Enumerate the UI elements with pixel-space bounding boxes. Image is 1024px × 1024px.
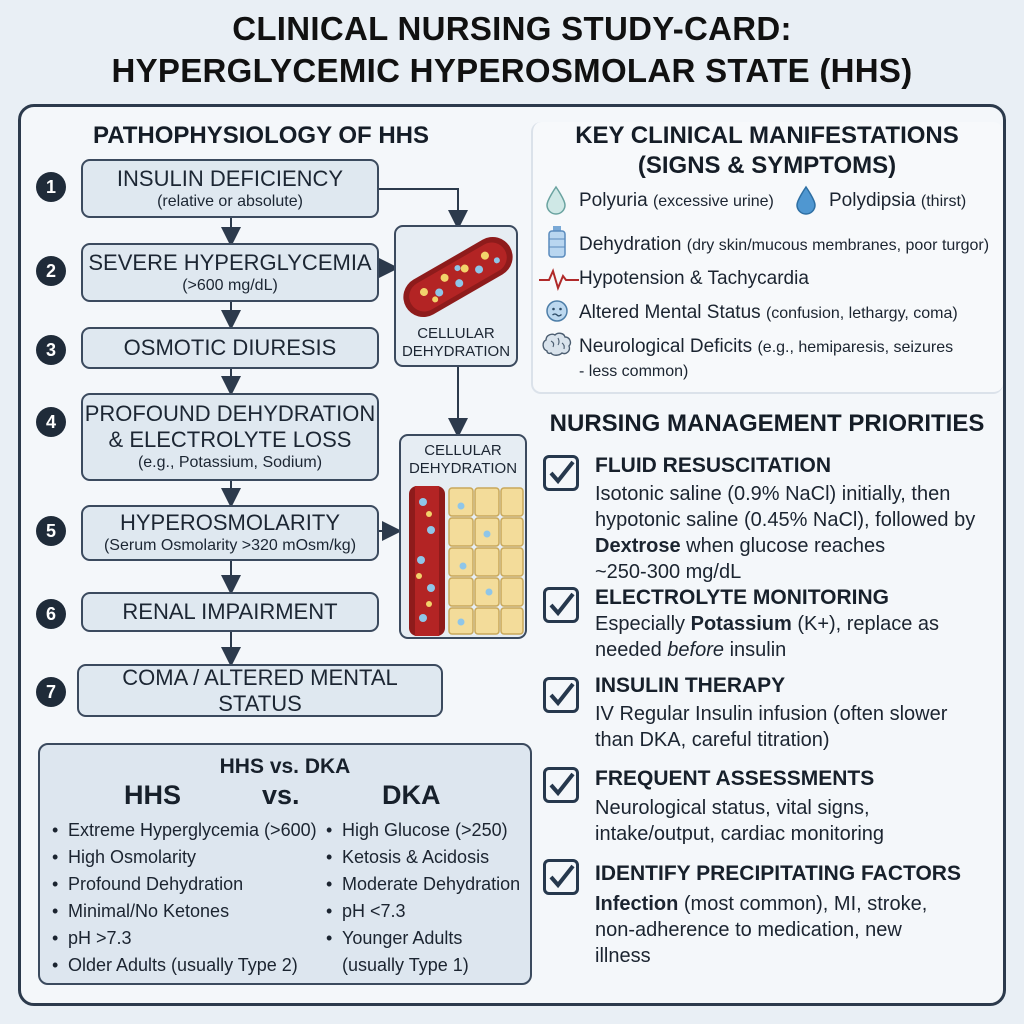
manifestation-hypotension: Hypotension & Tachycardia [579,268,809,289]
management-insulin-title: INSULIN THERAPY [595,674,786,697]
title-line-2: HYPERGLYCEMIC HYPEROSMOLAR STATE (HHS) [111,52,913,89]
step-label: INSULIN DEFICIENCY [116,165,344,191]
droplet-icon [545,185,567,215]
management-fluid-body: Isotonic saline (0.9% NaCl) initially, then hypotonic saline (0.45% NaCl), followed by Dextrose when glucose reaches ~250-300 mg/dL [595,483,976,583]
title-line-1: CLINICAL NURSING STUDY-CARD: [232,10,792,47]
step-number-7: 7 [36,677,66,707]
step-label: PROFOUND DEHYDRATION [84,401,376,426]
list-item: • Older Adults (usually Type 2) [52,952,317,979]
illustration-label-line-2: DEHYDRATION [401,343,511,360]
management-assessments-body: Neurological status, vital signs, intake/output, cardiac monitoring [595,797,885,845]
illustration-label-line-1: CELLULAR [417,325,495,342]
management-insulin-body: IV Regular Insulin infusion (often slower than DKA, careful titration) [595,703,948,751]
blood-vessel-icon [396,229,518,321]
checkbox-icon [543,677,579,713]
step-label: SEVERE HYPERGLYCEMIA [88,249,372,275]
pathophysiology-heading: PATHOPHYSIOLOGY OF HHS [92,122,430,149]
step-label-line-2: & ELECTROLYTE LOSS [108,427,352,452]
management-fluid-title: FLUID RESUSCITATION [595,454,832,477]
manifestation-neurological-deficits-note: - less common) [579,363,689,380]
list-item: • High Osmolarity [52,844,317,871]
comparison-dka-heading: DKA [382,780,441,810]
cells-icon [401,482,527,639]
heartbeat-icon [539,267,579,291]
comparison-hhs-heading: HHS [124,780,182,810]
manifestation-polydipsia: Polydipsia (thirst) [829,190,967,211]
dka-features-list [326,817,520,979]
checkbox-icon [543,767,579,803]
list-item: • Moderate Dehydration [326,871,520,898]
step-label: HYPEROSMOLARITY [119,510,341,535]
step-detail: (>600 mg/dL) [182,276,278,294]
step-label: OSMOTIC DIURESIS [123,335,337,360]
management-heading: NURSING MANAGEMENT PRIORITIES [549,410,985,437]
water-drop-icon [795,185,817,215]
list-item: (usually Type 1) [342,955,469,975]
step-number-4: 4 [36,407,66,437]
step-number-3: 3 [36,335,66,365]
management-electrolyte-body: Especially Potassium (K+), replace as needed before insulin [595,613,940,661]
manifestations-heading-line-2: (SIGNS & SYMPTOMS) [637,152,897,179]
confused-face-icon [545,299,569,323]
checkbox-icon [543,859,579,895]
list-item: • Minimal/No Ketones [52,898,317,925]
comparison-vs-label: vs. [262,780,300,810]
step-severe-hyperglycemia [81,243,379,302]
step-detail: (Serum Osmolarity >320 mOsm/kg) [103,537,357,554]
management-precipitating-title: IDENTIFY PRECIPITATING FACTORS [595,862,961,885]
cellular-dehydration-vessel-illustration [394,225,518,367]
list-item: • Younger Adults [326,925,520,952]
illustration-label-line-1: CELLULAR [424,442,502,459]
page-title [0,8,1024,92]
list-item: • pH >7.3 [52,925,317,952]
step-number-2: 2 [36,256,66,286]
list-item: • High Glucose (>250) [326,817,520,844]
step-insulin-deficiency [81,159,379,218]
step-number-1: 1 [36,172,66,202]
management-precipitating-body: Infection (most common), MI, stroke, non-adherence to medication, new illness [595,893,928,967]
step-coma [77,664,443,717]
comparison-title: HHS vs. DKA [219,755,351,778]
cellular-dehydration-cells-illustration [399,434,527,639]
step-number-6: 6 [36,599,66,629]
brain-icon [541,331,573,357]
manifestations-heading [531,121,1003,181]
manifestation-polyuria: Polyuria (excessive urine) [579,190,774,211]
manifestation-neurological-deficits: Neurological Deficits (e.g., hemiparesis, seizures [579,336,954,357]
step-profound-dehydration [81,393,379,481]
manifestations-heading-line-1: KEY CLINICAL MANIFESTATIONS [575,122,959,149]
management-electrolyte-title: ELECTROLYTE MONITORING [595,586,890,609]
management-assessments-title: FREQUENT ASSESSMENTS [595,767,875,790]
step-detail: (e.g., Potassium, Sodium) [137,454,323,471]
list-item: • Ketosis & Acidosis [326,844,520,871]
checkbox-icon [543,455,579,491]
step-label: COMA / ALTERED MENTAL STATUS [122,664,398,716]
checkbox-icon [543,587,579,623]
hhs-vs-dka-comparison [38,743,532,985]
list-item: • Profound Dehydration [52,871,317,898]
study-card [18,104,1006,1006]
water-bottle-icon [547,225,567,259]
step-number-5: 5 [36,516,66,546]
hhs-features-list [52,817,317,979]
manifestation-altered-mental-status: Altered Mental Status (confusion, lethargy, coma) [579,302,958,323]
illustration-label-line-2: DEHYDRATION [408,460,518,477]
list-item: • Extreme Hyperglycemia (>600) [52,817,317,844]
list-item: • pH <7.3 [326,898,520,925]
step-osmotic-diuresis [81,327,379,369]
step-hyperosmolarity [81,505,379,561]
step-label: RENAL IMPAIRMENT [122,599,338,624]
step-detail: (relative or absolute) [157,192,303,210]
step-renal-impairment [81,592,379,632]
manifestation-dehydration: Dehydration (dry skin/mucous membranes, poor turgor) [579,234,990,255]
